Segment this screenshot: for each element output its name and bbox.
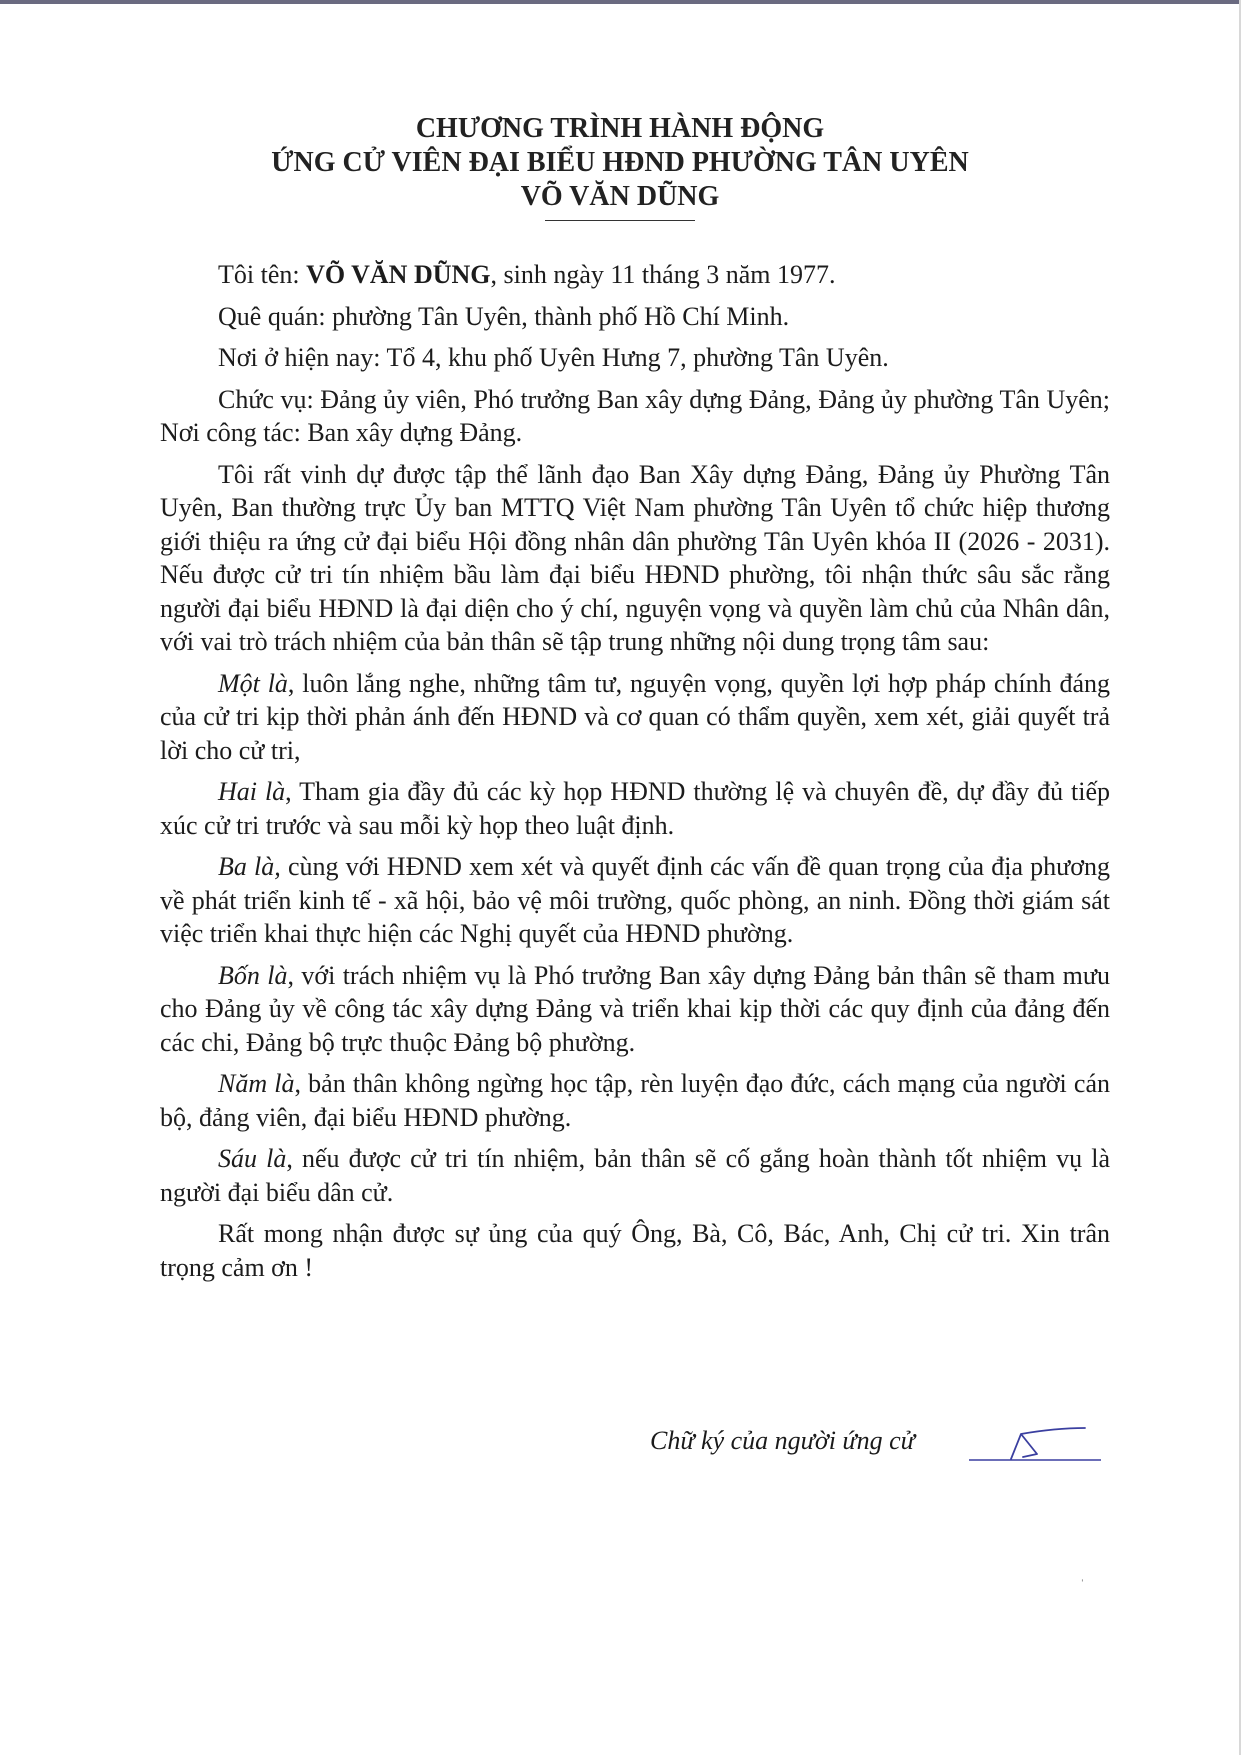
name-prefix: Tôi tên: [218, 260, 307, 289]
point-lead: Bốn là [218, 960, 288, 990]
scan-speck: ˈ [1080, 1578, 1085, 1593]
hometown-line: Quê quán: phường Tân Uyên, thành phố Hồ Chí Minh. [218, 301, 790, 331]
header-underline [545, 220, 695, 221]
point-text: , bản thân không ngừng học tập, rèn luyện đạo đức, cách mạng của người cán bộ, đảng viên, đại biểu HĐND phường. [160, 1069, 1110, 1132]
point-4 [160, 959, 1110, 1060]
point-lead: Ba là, [218, 852, 281, 881]
point-lead: Sáu là [218, 1144, 287, 1173]
point-text: cùng với HĐND xem xét và quyết định các vấn đề quan trọng của địa phương về phát triển kinh tế - xã hội, bảo vệ môi trường, quốc phòng, an ninh. Đồng thời giám sát việc triển khai thực hiện các Nghị quyết của HĐND phường. [160, 852, 1110, 948]
scan-top-border [0, 0, 1241, 4]
point-text: , Tham gia đầy đủ các kỳ họp HĐND thường lệ và chuyên đề, dự đầy đủ tiếp xúc cử tri trước và sau mỗi kỳ họp theo luật định. [160, 777, 1110, 840]
closing-paragraph: Rất mong nhận được sự ủng của quý Ông, Bà, Cô, Bác, Anh, Chị cử tri. Xin trân trọng cảm ơn ! [160, 1219, 1110, 1282]
statement-paragraph: Tôi rất vinh dự được tập thể lãnh đạo Ban Xây dựng Đảng, Đảng ủy Phường Tân Uyên, Ban thường trực Ủy ban MTTQ Việt Nam phường Tân Uyên tổ chức hiệp thương giới thiệu ra ứng cử đại biểu Hội đồng nhân dân phường Tân Uyên khóa II (2026 - 2031). Nếu được cử tri tín nhiệm bầu làm đại biểu HĐND phường, tôi nhận thức sâu sắc rằng người đại biểu HĐND là đại diện cho ý chí, nguyện vọng và quyền làm chủ của Nhân dân, với vai trò trách nhiệm của bản thân sẽ tập trung những nội dung trọng tâm sau: [160, 459, 1110, 656]
header-title: CHƯƠNG TRÌNH HÀNH ĐỘNG [415, 113, 825, 144]
point-3 [160, 850, 1110, 951]
intro-name-line [160, 258, 1110, 292]
birth-date: , sinh ngày 11 tháng 3 năm 1977. [490, 260, 836, 289]
point-2 [160, 775, 1110, 842]
point-text: , nếu được cử tri tín nhiệm, bản thân sẽ cố gắng hoàn thành tốt nhiệm vụ là người đại biểu dân cử. [160, 1144, 1110, 1207]
point-lead: Hai là [218, 777, 286, 806]
handwritten-signature [965, 1426, 1105, 1466]
signature-block [650, 1418, 1110, 1468]
point-6 [160, 1142, 1110, 1209]
residence-line: Nơi ở hiện nay: Tổ 4, khu phố Uyên Hưng 7, phường Tân Uyên. [218, 343, 889, 372]
point-text: , với trách nhiệm vụ là Phó trưởng Ban xây dựng Đảng bản thân sẽ tham mưu cho Đảng ủy về công tác xây dựng Đảng và triển khai kịp thời các quy định của đảng đến các chi, Đảng bộ trực thuộc Đảng bộ phường. [160, 960, 1110, 1057]
header-subtitle: ỨNG CỬ VIÊN ĐẠI BIỂU HĐND PHƯỜNG TÂN UYÊN [271, 147, 969, 178]
point-lead: Một là [218, 668, 288, 698]
document-body [160, 258, 1110, 1292]
point-1 [160, 667, 1110, 768]
point-lead: Năm là [218, 1069, 295, 1098]
document-header [180, 112, 1060, 221]
signature-label: Chữ ký của người ứng cử [650, 1426, 915, 1455]
point-text: , luôn lắng nghe, những tâm tư, nguyện vọng, quyền lợi hợp pháp chính đáng của cử tri kịp thời phản ánh đến HĐND và cơ quan có thẩm quyền, xem xét, giải quyết trả lời cho cử tri, [160, 668, 1111, 765]
point-5 [160, 1067, 1110, 1134]
position-line: Chức vụ: Đảng ủy viên, Phó trưởng Ban xây dựng Đảng, Đảng ủy phường Tân Uyên; Nơi công tác: Ban xây dựng Đảng. [160, 384, 1110, 447]
header-candidate-name: VÕ VĂN DŨNG [520, 181, 720, 212]
candidate-name: VÕ VĂN DŨNG [306, 260, 491, 289]
